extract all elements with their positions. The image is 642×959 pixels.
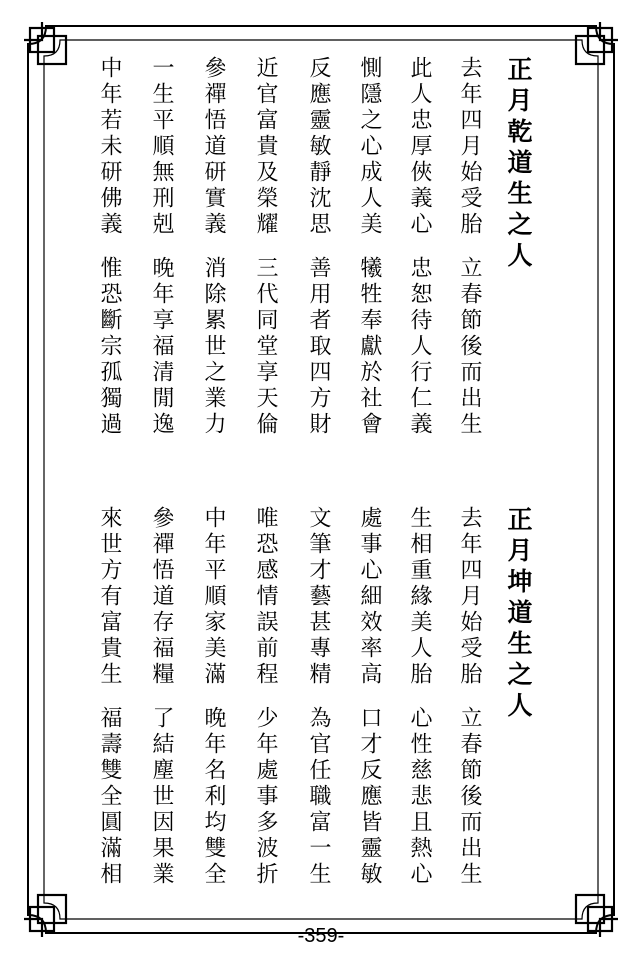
verse-column: 唯恐感情誤前程少年處事多波折: [253, 506, 278, 888]
verse-column: 此人忠厚俠義心忠恕待人行仁義: [407, 56, 432, 438]
section-title: 正月乾道生之人: [504, 56, 533, 273]
verse-column: 參禪悟道存福糧了結塵世因果業: [149, 506, 174, 888]
verse-column: 去年四月始受胎立春節後而出生: [457, 56, 482, 438]
verse-column: 來世方有富貴生福壽雙全圓滿相: [97, 506, 122, 888]
verse-column: 中年平順家美滿晚年名利均雙全: [201, 506, 226, 888]
section-male: [88, 56, 548, 456]
verse-column: 參禪悟道研實義消除累世之業力: [201, 56, 226, 438]
verse-column: 處事心細效率高口才反應皆靈敏: [357, 506, 382, 888]
page-number: -359-: [297, 925, 345, 947]
verse-column: 生相重緣美人胎心性慈悲且熱心: [407, 506, 432, 888]
section-title: 正月坤道生之人: [504, 506, 533, 723]
verse-column: 近官富貴及榮耀三代同堂享天倫: [253, 56, 278, 438]
verse-column: 中年若未研佛義惟恐斷宗孤獨過: [97, 56, 122, 438]
verse-column: 惻隱之心成人美犧牲奉獻於社會: [357, 56, 382, 438]
verse-column: 反應靈敏靜沈思善用者取四方財: [306, 56, 331, 438]
verse-column: 文筆才藝甚專精為官任職富一生: [306, 506, 331, 888]
verse-column: 一生平順無刑剋晚年享福清閒逸: [149, 56, 174, 438]
section-female: [88, 506, 548, 906]
verse-column: 去年四月始受胎立春節後而出生: [457, 506, 482, 888]
